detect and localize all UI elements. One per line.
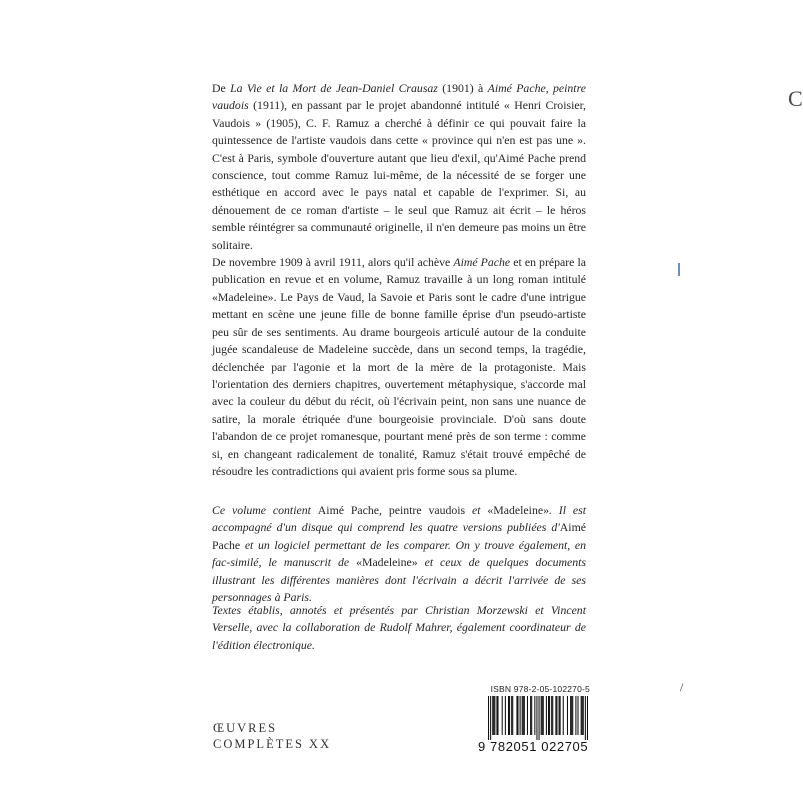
barcode-bar bbox=[509, 696, 510, 735]
barcode-bar bbox=[559, 696, 560, 735]
text-run: (1901) à bbox=[437, 81, 488, 95]
barcode-bar bbox=[555, 696, 556, 735]
barcode-bar bbox=[571, 696, 572, 735]
barcode-bar bbox=[575, 696, 576, 735]
barcode-bar bbox=[583, 696, 584, 735]
barcode-bar bbox=[493, 696, 494, 735]
text-run: Ce volume contient bbox=[212, 503, 318, 517]
barcode-bar bbox=[582, 696, 583, 735]
barcode-bar bbox=[541, 696, 542, 735]
barcode-bar bbox=[536, 696, 537, 740]
barcode-bar bbox=[572, 696, 573, 735]
series-title-line-2: COMPLÈTES XX bbox=[213, 737, 332, 751]
text-run: «Madeleine» bbox=[487, 503, 549, 517]
barcode-bar bbox=[585, 696, 586, 740]
text-run: et en prépare la publication en revue et en volume, Ramuz travaille à un long roman intitulé «Madeleine». Le Pays de Vaud, la Savoie et Paris sont le cadre d'une intrigue mettant en scène une jeune fille de bonne famille éprise d'un pseudo-artiste peu sûr de ses sentiments. Au drame bourgeois articulé autour de la conduite jugée scandaleuse de Madeleine succède, dans un second temps, la tragédie, déclenchée par l'agonie et la mort de la mère de la protagoniste. Mais l'orientation des derniers chapitres, ouvertement métaphysique, s'accorde mal avec la couleur du début du récit, où l'écrivain peint, non sans une nuance de satire, la morale étriquée d'une bourgeoisie provinciale. D'où sans doute l'abandon de ce projet romanesque, pourtant mené près de son terme : comme si, en changeant radicalement de tonalité, Ramuz s'était trouvé empêché de résoudre les contradictions qui avaient pris forme sous sa plume. bbox=[212, 255, 586, 478]
barcode-image bbox=[478, 696, 590, 740]
barcode-bar bbox=[512, 696, 513, 735]
barcode-bar bbox=[516, 696, 517, 735]
barcode-bar bbox=[534, 696, 535, 735]
barcode-bar bbox=[560, 696, 561, 735]
barcode-bar bbox=[539, 696, 540, 740]
isbn-label: ISBN 978-2-05-102270-5 bbox=[490, 684, 590, 694]
text-run: . Il est accompagné d'un disque qui comprend les quatre versions publiées d' bbox=[212, 503, 586, 535]
barcode-bar bbox=[490, 696, 491, 740]
barcode-bar bbox=[520, 696, 521, 735]
barcode-bar bbox=[497, 696, 498, 735]
barcode-bar bbox=[494, 696, 495, 735]
barcode-bar bbox=[492, 696, 493, 735]
barcode-bar bbox=[543, 696, 544, 735]
blurb-paragraph-1 bbox=[212, 80, 586, 254]
text-run: De novembre 1909 à avril 1911, alors qu'il achève bbox=[212, 255, 454, 270]
barcode-bar bbox=[551, 696, 552, 735]
barcode-bar bbox=[523, 696, 524, 735]
barcode-bar bbox=[517, 696, 518, 735]
barcode-bar bbox=[552, 696, 553, 735]
isbn-barcode-block bbox=[478, 684, 590, 754]
series-title bbox=[213, 720, 331, 752]
barcode-bar bbox=[577, 696, 578, 735]
text-run: La Vie et la Mort de Jean-Daniel Crausaz bbox=[230, 81, 438, 95]
credits-paragraph: Textes établis, annotés et présentés par Christian Morzewski et Vincent Verselle, avec la collaboration de Rudolf Mahrer, également coordinateur de l'édition électronique. bbox=[212, 603, 586, 652]
text-run: «Madeleine» bbox=[356, 555, 418, 570]
barcode-bar bbox=[502, 696, 503, 735]
editorial-credits bbox=[212, 602, 586, 654]
blurb-text bbox=[212, 80, 586, 480]
contents-paragraph bbox=[212, 502, 586, 606]
barcode-bar bbox=[524, 696, 525, 735]
adjacent-page-mark bbox=[678, 263, 680, 276]
barcode-bar bbox=[508, 696, 509, 735]
adjacent-page-letter: C bbox=[788, 86, 803, 111]
barcode-bar bbox=[542, 696, 543, 735]
text-run: Aimé Pache, peintre vaudois bbox=[212, 81, 586, 113]
blurb-paragraph-2 bbox=[212, 254, 586, 480]
barcode-bar bbox=[548, 696, 549, 735]
volume-contents-note bbox=[212, 502, 586, 606]
barcode-bar bbox=[570, 696, 571, 735]
text-run: Aimé Pache bbox=[212, 520, 586, 552]
barcode-bar bbox=[581, 696, 582, 735]
barcode-bar bbox=[546, 696, 547, 735]
barcode-bar bbox=[556, 696, 557, 735]
text-run: et ceux de quelques documents illustrant les différentes manières dont l'écrivain a décrit l'arrivée de ses personnages à Paris. bbox=[212, 555, 586, 605]
barcode-bar bbox=[587, 696, 588, 740]
barcode-digits: 9 782051 022705 bbox=[478, 739, 589, 754]
barcode-bar bbox=[505, 696, 506, 735]
text-run: Aimé Pache bbox=[453, 255, 511, 270]
barcode-bar bbox=[530, 696, 531, 735]
barcode-bar bbox=[511, 696, 512, 735]
barcode-bar bbox=[488, 696, 489, 740]
barcode-bar bbox=[563, 696, 564, 735]
series-title-line-1: ŒUVRES bbox=[213, 721, 278, 735]
text-run: et un logiciel permettant de les comparer. On y trouve également, en fac-similé, le manuscrit de bbox=[212, 537, 586, 570]
barcode-bar bbox=[522, 696, 523, 735]
barcode-bar bbox=[527, 696, 528, 735]
barcode-bar bbox=[496, 696, 497, 735]
text-run: (1911), en passant par le projet abandonné intitulé « Henri Croisier, Vaudois » (1905), C. F. Ramuz a cherché à définir ce qui pouvait faire la quintessence de l'artiste vaudois dans cette « province qui n'en est pas une ». C'est à Paris, symbole d'ouverture autant que lieu d'exil, qu'Aimé Pache prend conscience, tout comme Ramuz lui-même, de la nécessité de se forger une esthétique en accord avec le pays natal et capable de l'exprimer. Si, au dénouement de ce roman d'artiste – le seul que Ramuz ait écrit – le héros semble réintégrer sa communauté originelle, il n'en demeure pas moins un être solitaire. bbox=[212, 98, 586, 252]
barcode-bar bbox=[549, 696, 550, 735]
text-run: et bbox=[465, 503, 488, 517]
barcode-bar bbox=[531, 696, 532, 735]
text-run: Aimé Pache, peintre vaudois bbox=[317, 503, 466, 517]
text-run: De bbox=[212, 81, 231, 95]
adjacent-page-tick: / bbox=[680, 680, 684, 694]
barcode-bar bbox=[567, 696, 568, 735]
